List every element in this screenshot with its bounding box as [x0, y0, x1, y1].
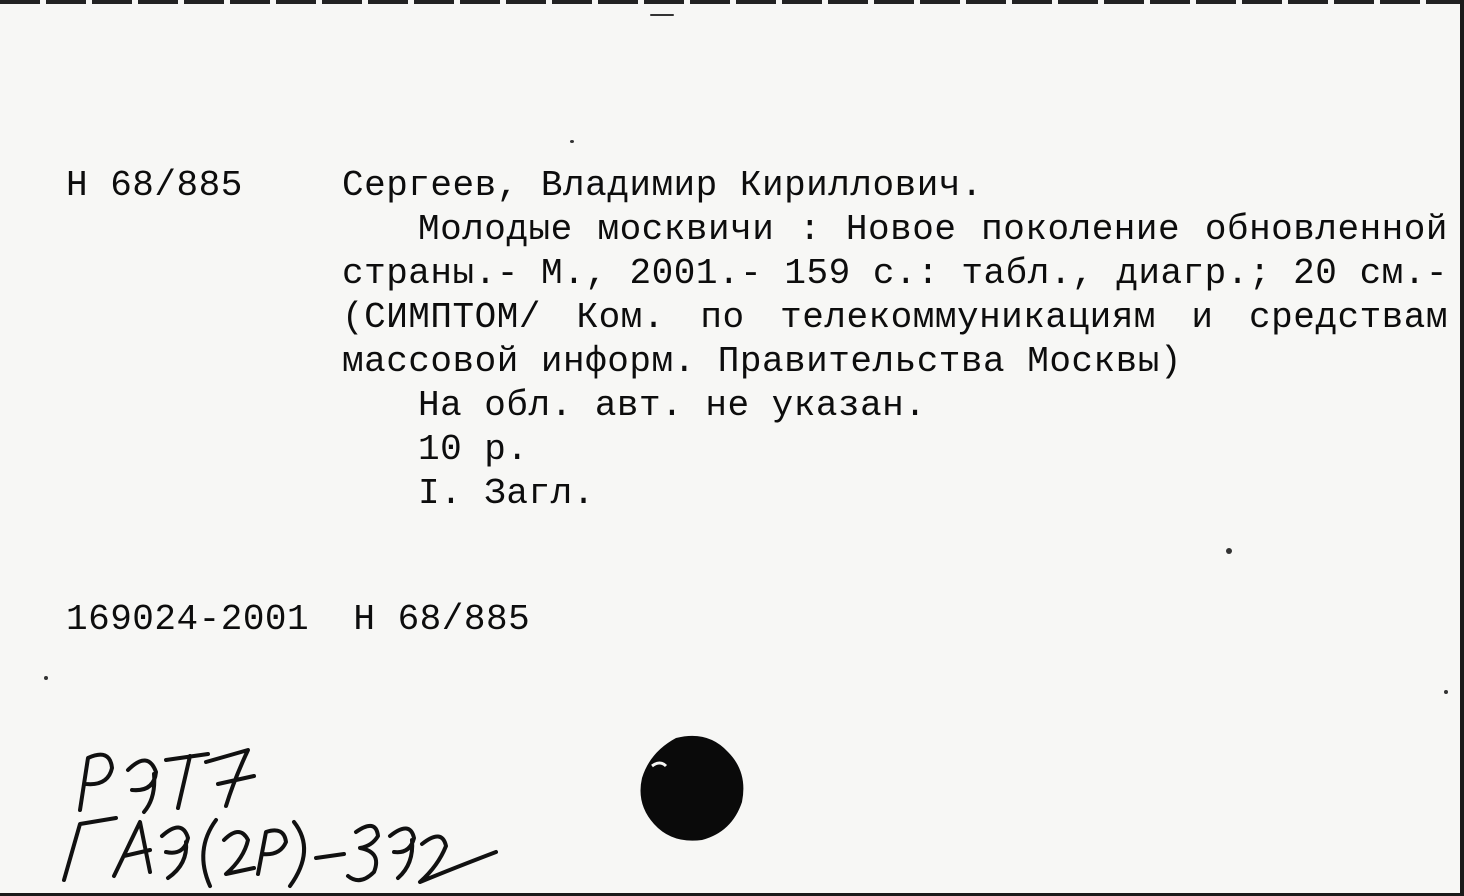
price-line: 10 р.: [418, 429, 529, 470]
record-line: [66, 598, 530, 642]
dust-speck: [650, 14, 674, 16]
author-heading: Сергеев, Владимир Кириллович.: [342, 165, 984, 206]
card-right-edge: [1460, 0, 1464, 896]
ink-blot: [632, 732, 752, 844]
dust-speck: [1444, 690, 1448, 694]
dust-speck: [1226, 548, 1232, 554]
added-entry-line: I. Загл.: [418, 473, 595, 514]
shelfmark: Н 68/885: [66, 165, 243, 206]
shelfmark-repeat: Н 68/885: [353, 599, 531, 640]
dust-speck: [44, 676, 48, 680]
record-number: 169024-2001: [66, 599, 310, 640]
handwritten-classification-mark: [58, 740, 498, 890]
bibliographic-entry: [342, 164, 1448, 516]
card-top-edge: [0, 0, 1464, 4]
note-line: На обл. авт. не указан.: [418, 385, 927, 426]
dust-speck: [570, 140, 574, 143]
title-description: Молодые москвичи : Новое поколение обновленной страны.- М., 2001.- 159 с.: табл., диагр.; 20 см.- (СИМПТОМ/ Ком. по телекоммуникациям и средствам массовой информ. Правительства Москвы): [342, 209, 1448, 382]
